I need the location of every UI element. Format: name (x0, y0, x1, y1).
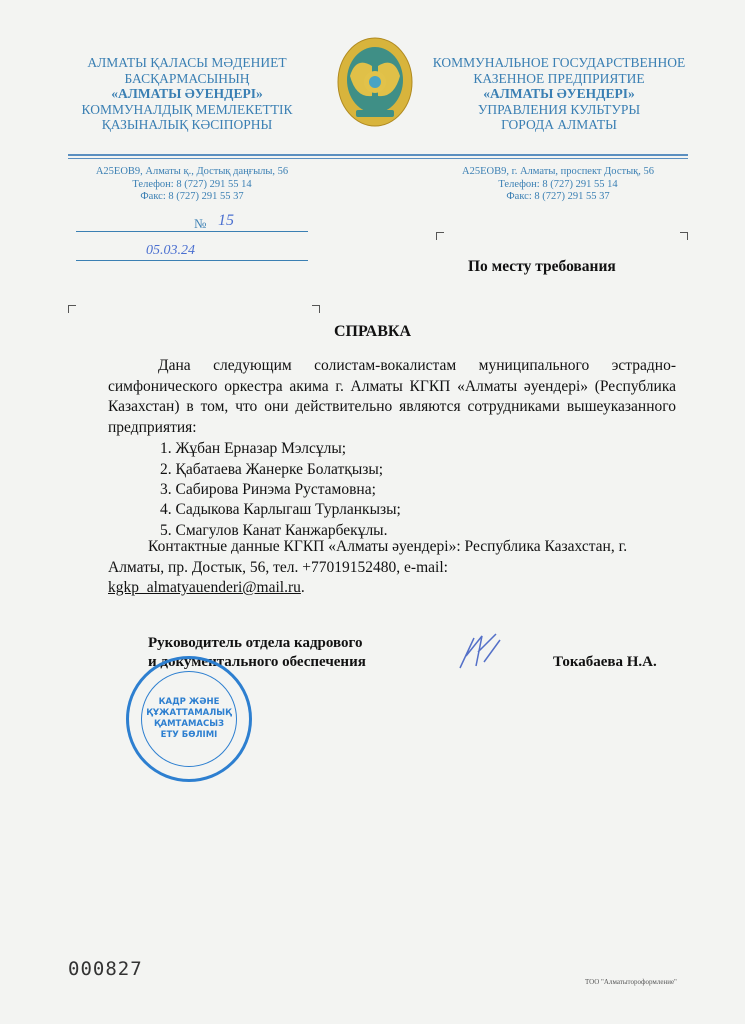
corner-mark (680, 232, 688, 240)
contacts-paragraph: Контактные данные КГКП «Алматы әуендері»: Республика Казахстан, г. Алматы, пр. Достык, 56, тел. +77019152480, e-mail: kgkp_almatyauenderi@mail.ru. (108, 538, 628, 596)
printer-imprint: ТОО "Алматытороформление" (585, 978, 677, 986)
intro-paragraph: Дана следующим солистам-вокалистам муниципального эстрадно-симфонического оркестра акима г. Алматы КГКП «Алматы әуендері» (Республика Казахстан) в том, что они действительно являются сотрудниками вышеуказанного предприятия: (108, 357, 676, 436)
document-title: СПРАВКА (333, 323, 412, 340)
handwritten-signature (456, 632, 502, 677)
header-divider (68, 154, 688, 156)
serial-number: 000827 (68, 958, 143, 980)
list-item: 1. Жұбан Ерназар Мэлсұлы; (160, 440, 347, 457)
state-emblem (336, 36, 414, 128)
list-item: 3. Сабирова Ринэма Рустамовна; (160, 481, 376, 498)
address-right: A25EOB9, г. Алматы, проспект Достық, 56 Телефон: 8 (727) 291 55 14 Факс: 8 (727) 291 55 37 (462, 166, 654, 202)
header-left-kz: АЛМАТЫ ҚАЛАСЫ МӘДЕНИЕТ БАСҚАРМАСЫНЫҢ «АЛМАТЫ ӘУЕНДЕРІ» КОММУНАЛДЫҚ МЕМЛЕКЕТТІК ҚАЗЫНАЛЫҚ КӘСІПОРНЫ (81, 55, 293, 132)
header-right-ru: КОММУНАЛЬНОЕ ГОСУДАРСТВЕННОЕ КАЗЕННОЕ ПРЕДПРИЯТИЕ «АЛМАТЫ ӘУЕНДЕРІ» УПРАВЛЕНИЯ КУЛЬТУРЫ ГОРОДА АЛМАТЫ (432, 55, 686, 132)
reg-number-line: № 15 (76, 216, 308, 232)
corner-mark (312, 305, 320, 313)
list-item: 4. Садыкова Карлыгаш Турланкызы; (160, 501, 401, 518)
email-link[interactable]: kgkp_almatyauenderi@mail.ru (108, 579, 301, 596)
official-stamp: КАДР ЖӘНЕ ҚҰЖАТТАМАЛЫҚ ҚАМТАМАСЫЗ ЕТУ БӨЛІМІ (126, 656, 252, 782)
corner-mark (436, 232, 444, 240)
addressee: По месту требования (468, 258, 616, 275)
signatory-name: Токабаева Н.А. (553, 654, 657, 670)
list-item: 5. Смагулов Канат Канжарбекұлы. (160, 522, 388, 539)
header-divider-thin (68, 158, 688, 159)
corner-mark (68, 305, 76, 313)
reg-date-line: 05.03.24 (76, 245, 308, 261)
signatory-position: Руководитель отдела кадрового и документального обеспечения (148, 635, 366, 670)
address-left: A25EOB9, Алматы қ., Достық даңғылы, 56 Телефон: 8 (727) 291 55 14 Факс: 8 (727) 291 55 37 (95, 166, 289, 202)
list-item: 2. Қабатаева Жанерке Болатқызы; (160, 461, 384, 478)
